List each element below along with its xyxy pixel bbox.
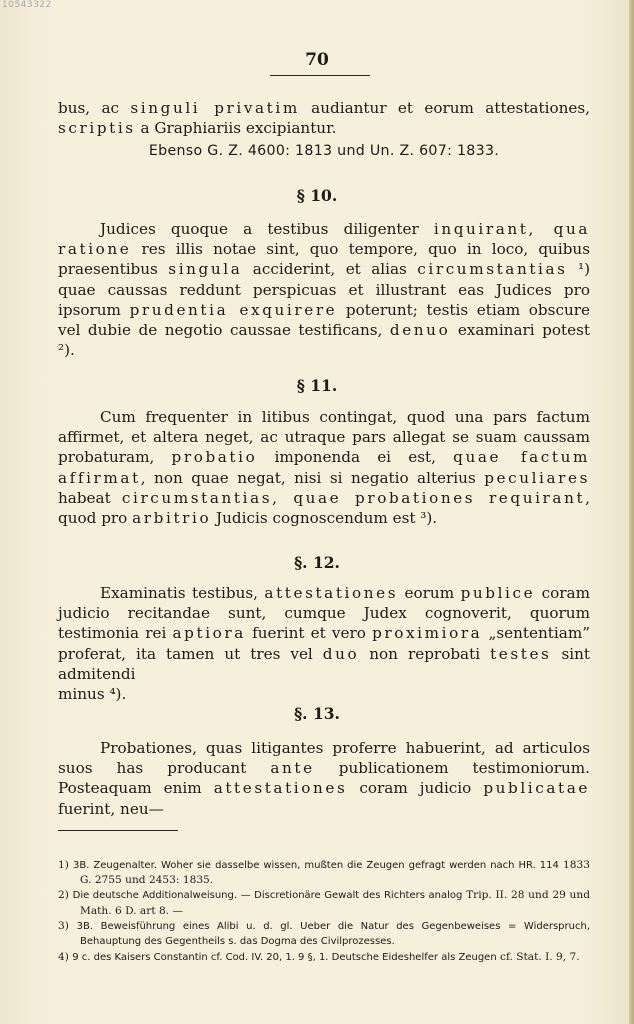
s12-text: fuerint et vero: [245, 624, 373, 643]
s12-text-end: minus ⁴).: [58, 685, 127, 704]
section-12-heading: §. 12.: [294, 553, 340, 572]
s13-spaced: attestationes: [213, 779, 348, 798]
s12-spaced: aptiora: [172, 624, 246, 643]
s11-text: habeat: [58, 488, 122, 507]
header-rule: [270, 75, 370, 76]
intro-reference: Ebenso G. Z. 4600: 1813 und Un. Z. 607: 1833.: [148, 143, 500, 160]
catalog-stamp: 10543322: [2, 0, 52, 10]
section-10-heading: § 10.: [296, 186, 338, 205]
s10-text: Judices quoque a testibus diligenter: [100, 220, 434, 238]
s11-spaced: quae factum affirmat: [58, 448, 590, 487]
s11-text: imponenda ei est,: [257, 448, 454, 467]
footnote-2: [58, 888, 590, 917]
s13-spaced: publicatae: [483, 779, 590, 798]
s12-spaced: publice: [460, 584, 536, 602]
s10-spaced: denuo: [389, 321, 451, 340]
s12-text: coram judicio recitandae sunt, cumque Judex cognoverit, quorum testimonia rei: [58, 584, 591, 643]
s12-spaced: attestationes: [264, 584, 399, 602]
s10-text: acciderint, et alias: [242, 260, 418, 279]
footnote-3: [58, 919, 590, 949]
page-number: 70: [305, 50, 329, 70]
s10-spaced: inquirant, qua ratione: [58, 220, 590, 259]
s10-text: examinari potest ²).: [58, 321, 590, 360]
footnote-mark: 3): [58, 919, 69, 932]
s12-spaced: proximiora: [372, 624, 483, 643]
footnote-4: [58, 950, 590, 965]
s12-text: sint admitendi: [58, 644, 590, 683]
footnote-text: 3B. Beweisführung eines Alibi u. d. gl. Ueber die Natur des Gegenbeweises = Widerspruch, Behauptung des Gegentheils s. das Dogma des Civilprozesses.: [76, 920, 590, 948]
s11-text: , quod pro: [58, 488, 590, 528]
s13-text: coram judicio: [347, 779, 484, 798]
footnote-mark: 1): [58, 859, 69, 871]
footnote-1: [58, 858, 590, 887]
section-11-paragraph: [58, 407, 590, 528]
footnote-mark: 4): [58, 951, 69, 964]
s12-text: „sententiam” proferat, ita tamen ut tres vel: [58, 624, 590, 663]
intro-text: audiantur et eorum attestationes,: [299, 99, 590, 117]
section-13-heading: §. 13.: [294, 704, 340, 723]
s11-text: Judicis cognoscendum est ³).: [211, 509, 438, 528]
intro-text: a Graphiariis excipiantur.: [135, 119, 337, 138]
s12-text: non reprobati: [359, 644, 491, 663]
s10-text: ¹) quae caussas reddunt perspicuas et illustrant eas Judices pro ipsorum: [58, 260, 590, 319]
intro-spaced-text: singuli privatim: [130, 99, 300, 117]
s13-text: Probationes, quas litigantes proferre habuerint, ad articulos suos has producant: [58, 739, 590, 778]
footnote-text: 9 c. des Kaisers Constantin cf. Cod. IV. 20, 1. 9 §, 1. Deutsche Eideshelfer als Zeugen: [72, 952, 497, 964]
s13-text: fuerint, neu—: [58, 799, 164, 818]
intro-paragraph: [58, 98, 590, 162]
s10-text: poterunt; testis etiam obscure vel dubie de negotio caussae testificans,: [58, 300, 590, 340]
s12-text: Examinatis testibus,: [100, 584, 265, 602]
s11-text: Cum frequenter in litibus contingat, quod una pars factum affirmet, et altera neget, ac utraque pars allegat se suam caussam probaturam,: [58, 408, 590, 467]
section-10-paragraph: [58, 219, 590, 360]
footnote-mark: 2): [58, 889, 69, 902]
s12-spaced: duo: [322, 644, 360, 663]
s10-spaced: prudentia exquirere: [129, 300, 338, 319]
s11-spaced: peculiares: [484, 468, 590, 487]
s13-text: publicationem testimoniorum. Posteaquam enim: [58, 759, 590, 798]
s11-text: , non quae negat, nisi si negatio alterius: [140, 468, 485, 487]
footnote-text: 3B. Zeugenalter. Woher sie dasselbe wissen, mußten die Zeugen gefragt werden nach HR. 114: [73, 860, 559, 871]
footnotes: [58, 858, 590, 966]
intro-spaced-text: scriptis: [58, 119, 136, 138]
s12-spaced: testes: [490, 644, 552, 663]
section-12-paragraph: [58, 583, 590, 704]
footnote-text: Trip. II. 28 und 29 und Math. 6 D. art 8. —: [80, 889, 590, 917]
s11-spaced: circumstantias, quae probationes requirant: [121, 488, 586, 507]
page-edge: [629, 0, 634, 1024]
footnote-text: cf. Stat. I. 9, 7.: [500, 951, 580, 964]
s13-spaced: ante: [270, 759, 315, 778]
footnote-rule: [58, 830, 178, 831]
s10-spaced: circumstantias: [417, 260, 568, 279]
section-13-paragraph: [58, 738, 590, 819]
section-11-heading: § 11.: [296, 376, 338, 395]
s10-text: res illis notae sint, quo tempore, quo in loco, quibus praesentibus: [58, 240, 590, 279]
s10-spaced: singula: [168, 260, 243, 279]
footnote-text: 1833 G. 2755 und 2453: 1835.: [80, 859, 590, 887]
intro-text: bus, ac: [58, 99, 131, 117]
s11-spaced: probatio: [171, 448, 258, 467]
s11-spaced: arbitrio: [132, 509, 212, 528]
s12-text: eorum: [398, 584, 461, 602]
footnote-text: Die deutsche Additionalweisung. — Discretionäre Gewalt des Richters analog: [72, 890, 463, 902]
